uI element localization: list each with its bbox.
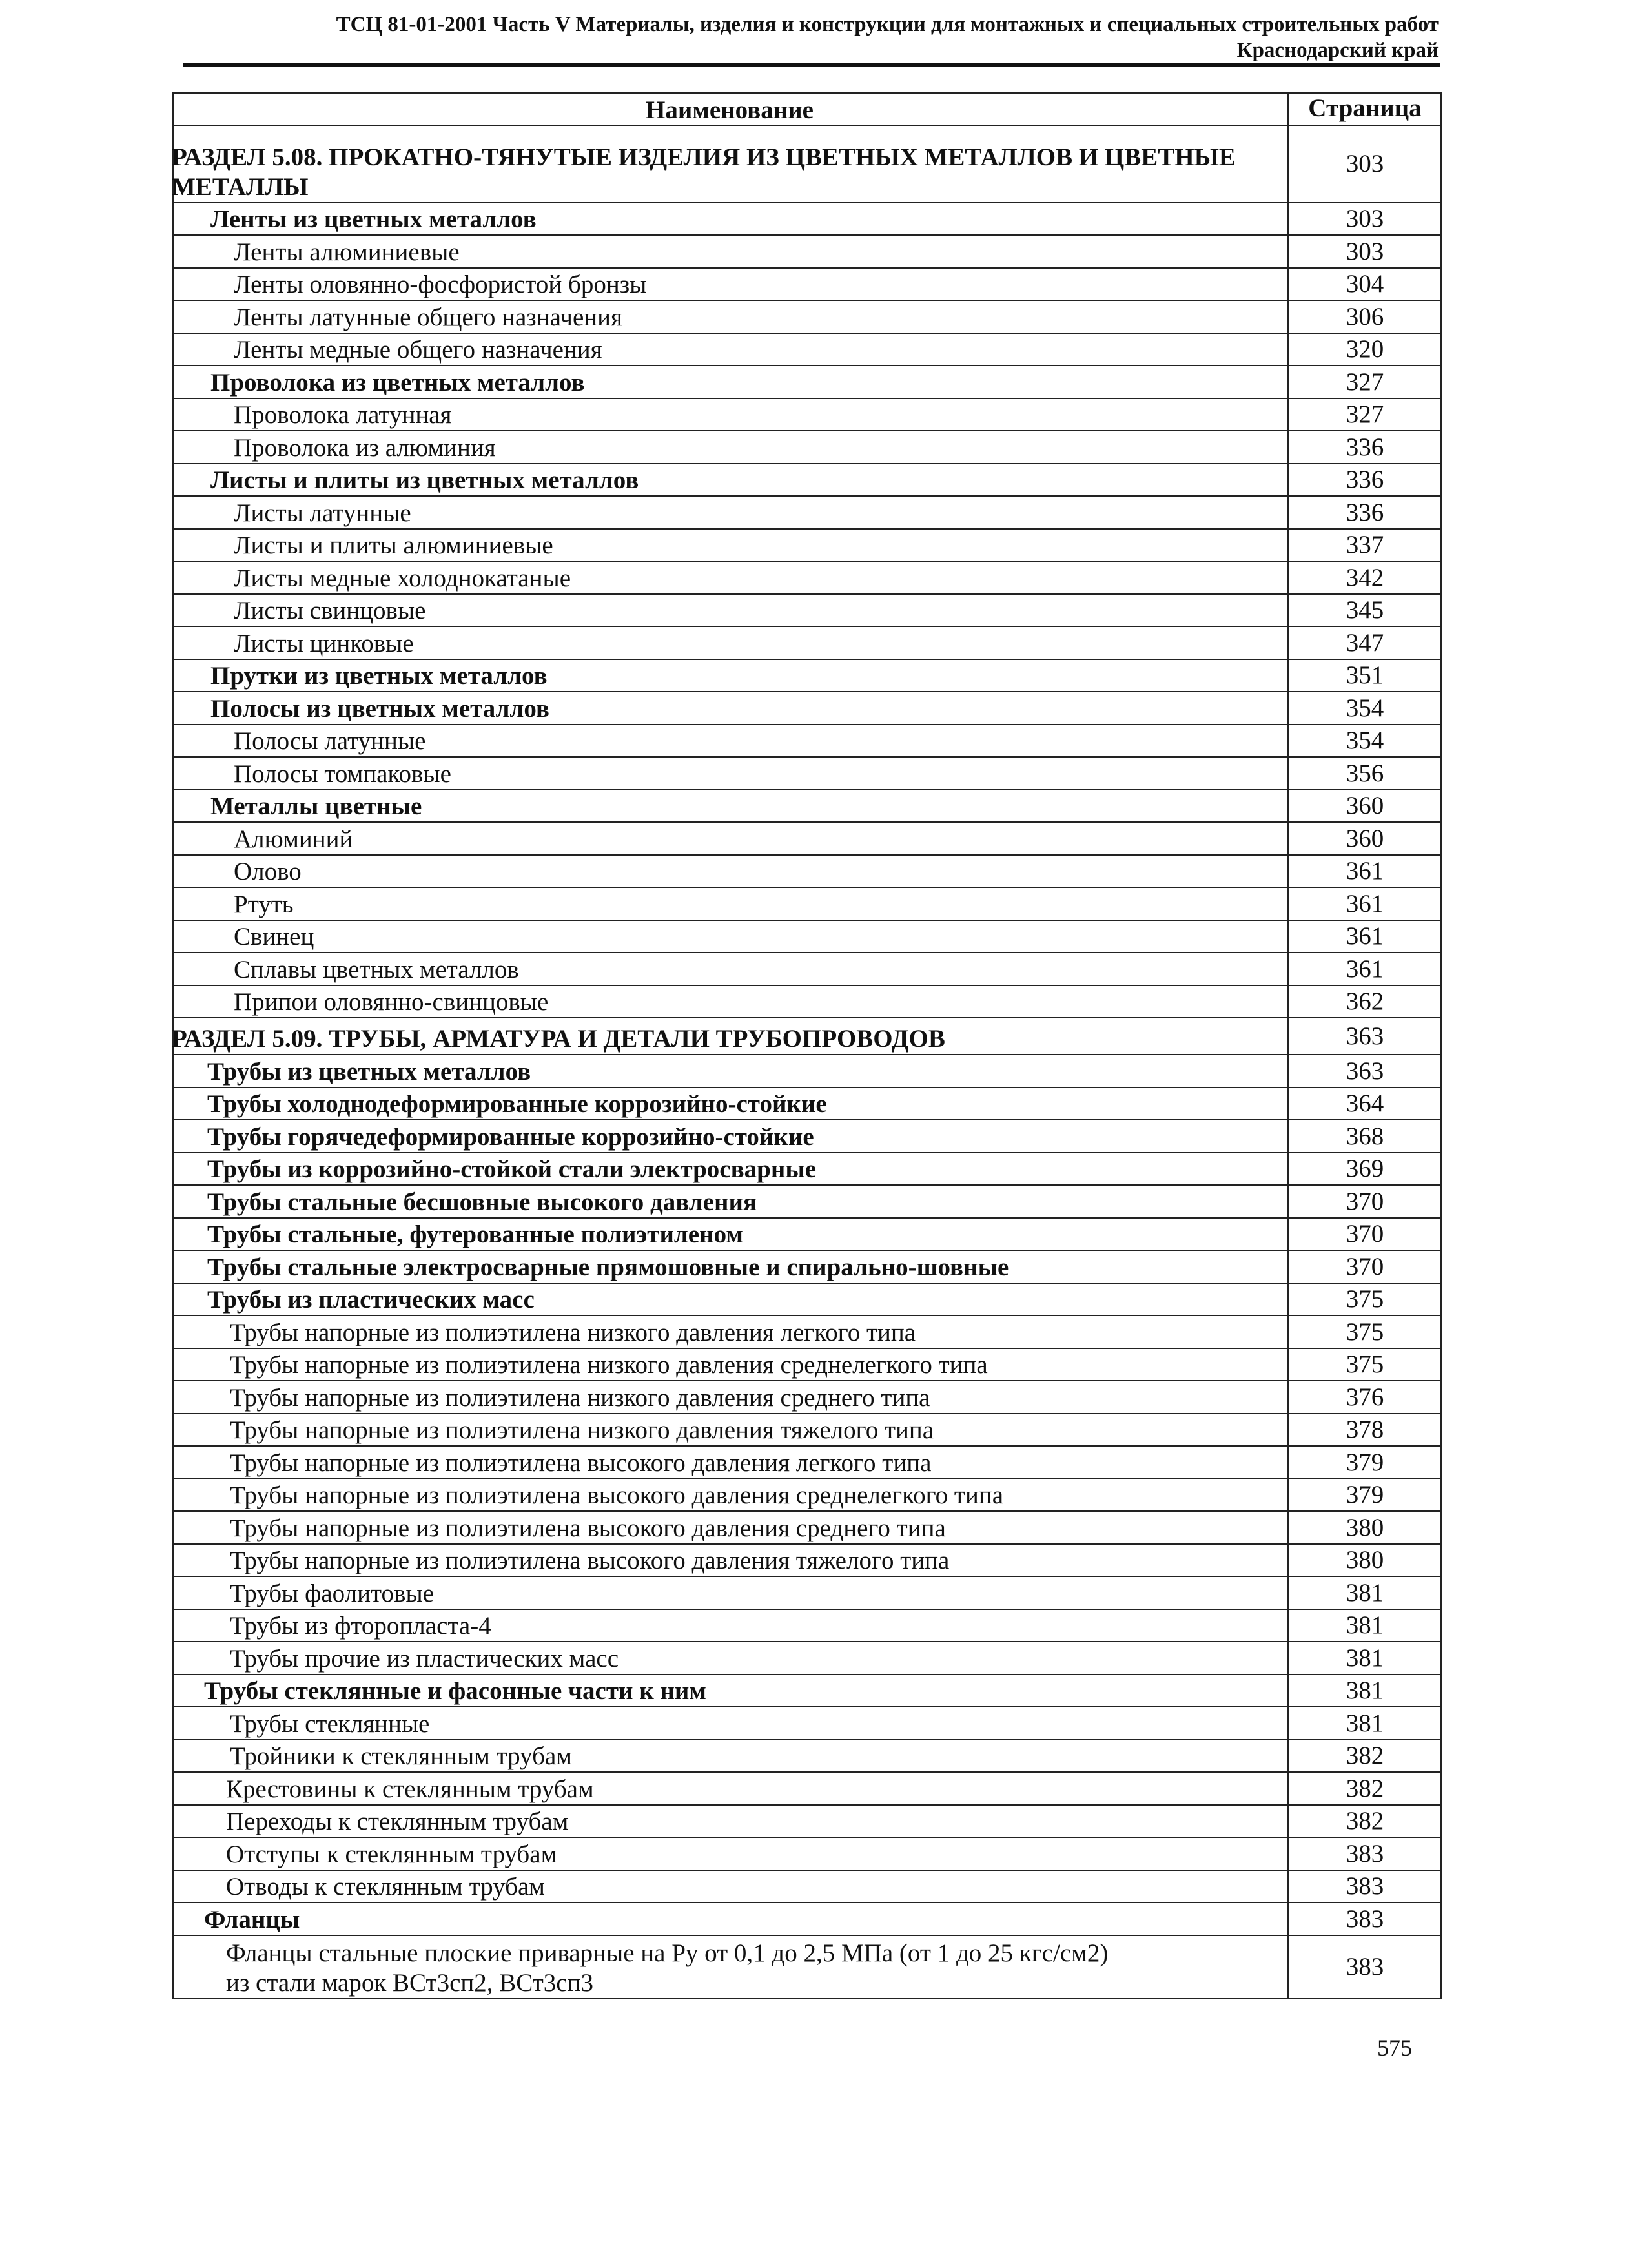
entry-title: Ленты медные общего назначения <box>172 333 1288 366</box>
group-title: Листы и плиты из цветных металлов <box>172 464 1288 497</box>
entry-row <box>172 1446 1441 1479</box>
column-header-page: Страница <box>1288 92 1441 125</box>
group-row <box>172 1120 1441 1153</box>
entry-title: Отводы к стеклянным трубам <box>172 1870 1288 1903</box>
entry-row <box>172 1642 1441 1675</box>
group-title: Трубы из коррозийно-стойкой стали электросварные <box>172 1153 1288 1186</box>
page-ref: 382 <box>1288 1772 1441 1805</box>
entry-row <box>172 1576 1441 1609</box>
entry-title: Листы медные холоднокатаные <box>172 561 1288 594</box>
entry-title: Ленты латунные общего назначения <box>172 300 1288 333</box>
table-header-row <box>172 92 1441 125</box>
entry-row <box>172 1381 1441 1414</box>
entry-row <box>172 822 1441 855</box>
group-row <box>172 1185 1441 1218</box>
entry-title: Припои оловянно-свинцовые <box>172 985 1288 1018</box>
entry-row <box>172 431 1441 464</box>
page-ref: 361 <box>1288 920 1441 953</box>
section-title: РАЗДЕЛ 5.09. ТРУБЫ, АРМАТУРА И ДЕТАЛИ ТРУБОПРОВОДОВ <box>172 1018 1288 1055</box>
page-ref: 320 <box>1288 333 1441 366</box>
entry-row <box>172 1707 1441 1740</box>
group-row <box>172 1902 1441 1935</box>
section-title: РАЗДЕЛ 5.08. ПРОКАТНО-ТЯНУТЫЕ ИЗДЕЛИЯ ИЗ ЦВЕТНЫХ МЕТАЛЛОВ И ЦВЕТНЫЕ МЕТАЛЛЫ <box>172 125 1288 203</box>
entry-row <box>172 333 1441 366</box>
entry-title: Алюминий <box>172 822 1288 855</box>
page-ref: 363 <box>1288 1055 1441 1088</box>
page-number: 575 <box>1377 2035 1412 2061</box>
entry-row <box>172 1837 1441 1870</box>
entry-title: Ленты алюминиевые <box>172 235 1288 268</box>
page-ref: 356 <box>1288 757 1441 790</box>
entry-row <box>172 1414 1441 1447</box>
page-ref: 360 <box>1288 790 1441 823</box>
page-ref: 370 <box>1288 1218 1441 1251</box>
group-title: Трубы стальные электросварные прямошовные и спирально-шовные <box>172 1250 1288 1283</box>
page-ref: 381 <box>1288 1707 1441 1740</box>
page-ref: 364 <box>1288 1088 1441 1120</box>
entry-row <box>172 1348 1441 1381</box>
group-row <box>172 1283 1441 1316</box>
entry-title: Трубы прочие из пластических масс <box>172 1642 1288 1675</box>
entry-title: Трубы стеклянные <box>172 1707 1288 1740</box>
page-ref: 370 <box>1288 1185 1441 1218</box>
group-row <box>172 1250 1441 1283</box>
group-title: Трубы из пластических масс <box>172 1283 1288 1316</box>
page-ref: 361 <box>1288 855 1441 888</box>
page-ref: 361 <box>1288 887 1441 920</box>
page-ref: 381 <box>1288 1576 1441 1609</box>
group-row <box>172 1218 1441 1251</box>
entry-row <box>172 1935 1441 1999</box>
group-row <box>172 366 1441 398</box>
page-ref: 306 <box>1288 300 1441 333</box>
group-title: Трубы стеклянные и фасонные части к ним <box>172 1675 1288 1707</box>
page-ref: 376 <box>1288 1381 1441 1414</box>
page-ref: 381 <box>1288 1642 1441 1675</box>
page-ref: 381 <box>1288 1675 1441 1707</box>
entry-title: Листы и плиты алюминиевые <box>172 529 1288 562</box>
entry-row <box>172 1805 1441 1838</box>
page-ref: 379 <box>1288 1446 1441 1479</box>
entry-title: Трубы напорные из полиэтилена низкого давления среднего типа <box>172 1381 1288 1414</box>
page-ref: 383 <box>1288 1902 1441 1935</box>
group-title: Трубы из цветных металлов <box>172 1055 1288 1088</box>
page-ref: 327 <box>1288 398 1441 431</box>
page-ref: 379 <box>1288 1479 1441 1512</box>
entry-title: Трубы напорные из полиэтилена высокого давления среднелегкого типа <box>172 1479 1288 1512</box>
group-title: Трубы стальные, футерованные полиэтиленом <box>172 1218 1288 1251</box>
page-ref: 369 <box>1288 1153 1441 1186</box>
page-ref: 342 <box>1288 561 1441 594</box>
group-row <box>172 1055 1441 1088</box>
entry-title: Сплавы цветных металлов <box>172 953 1288 985</box>
page-ref: 375 <box>1288 1283 1441 1316</box>
page-ref: 383 <box>1288 1935 1441 1999</box>
page-ref: 375 <box>1288 1348 1441 1381</box>
entry-row <box>172 1511 1441 1544</box>
entry-title: Ленты оловянно-фосфористой бронзы <box>172 268 1288 301</box>
contents-body <box>172 125 1441 1999</box>
entry-row <box>172 1609 1441 1642</box>
page-ref: 383 <box>1288 1837 1441 1870</box>
entry-title: Проволока латунная <box>172 398 1288 431</box>
entry-title: Трубы напорные из полиэтилена высокого давления тяжелого типа <box>172 1544 1288 1577</box>
page-ref: 336 <box>1288 431 1441 464</box>
entry-row <box>172 1315 1441 1348</box>
page-ref: 361 <box>1288 953 1441 985</box>
group-row <box>172 1675 1441 1707</box>
page-ref: 362 <box>1288 985 1441 1018</box>
group-row <box>172 659 1441 692</box>
group-title: Прутки из цветных металлов <box>172 659 1288 692</box>
page-ref: 380 <box>1288 1511 1441 1544</box>
entry-title: Переходы к стеклянным трубам <box>172 1805 1288 1838</box>
page-ref: 382 <box>1288 1740 1441 1773</box>
group-title: Трубы холоднодеформированные коррозийно-стойкие <box>172 1088 1288 1120</box>
page-ref: 336 <box>1288 464 1441 497</box>
entry-title: Трубы напорные из полиэтилена высокого давления среднего типа <box>172 1511 1288 1544</box>
entry-title: Отступы к стеклянным трубам <box>172 1837 1288 1870</box>
entry-title: Проволока из алюминия <box>172 431 1288 464</box>
entry-title: Фланцы стальные плоские приварные на Ру от 0,1 до 2,5 МПа (от 1 до 25 кгс/см2) <box>226 1939 1109 1967</box>
group-title: Фланцы <box>172 1902 1288 1935</box>
group-row <box>172 692 1441 725</box>
entry-title: Ртуть <box>172 887 1288 920</box>
group-title: Металлы цветные <box>172 790 1288 823</box>
entry-title: Олово <box>172 855 1288 888</box>
group-title: Полосы из цветных металлов <box>172 692 1288 725</box>
page-ref: 381 <box>1288 1609 1441 1642</box>
page-ref: 382 <box>1288 1805 1441 1838</box>
page-ref: 354 <box>1288 692 1441 725</box>
entry-row <box>172 626 1441 659</box>
entry-title: Листы цинковые <box>172 626 1288 659</box>
entry-row <box>172 496 1441 529</box>
page-ref: 351 <box>1288 659 1441 692</box>
entry-row <box>172 920 1441 953</box>
entry-title: Листы свинцовые <box>172 594 1288 627</box>
entry-title: Трубы напорные из полиэтилена высокого давления легкого типа <box>172 1446 1288 1479</box>
group-title: Проволока из цветных металлов <box>172 366 1288 398</box>
entry-title: Листы латунные <box>172 496 1288 529</box>
entry-title: Полосы томпаковые <box>172 757 1288 790</box>
header-region: Краснодарский край <box>1236 39 1439 62</box>
entry-title: Трубы фаолитовые <box>172 1576 1288 1609</box>
page-ref: 303 <box>1288 203 1441 236</box>
entry-row <box>172 529 1441 562</box>
entry-row <box>172 1870 1441 1903</box>
entry-row <box>172 1479 1441 1512</box>
page-ref: 368 <box>1288 1120 1441 1153</box>
entry-title: Тройники к стеклянным трубам <box>172 1740 1288 1773</box>
section-row <box>172 125 1441 203</box>
section-row <box>172 1018 1441 1055</box>
page-ref: 380 <box>1288 1544 1441 1577</box>
entry-title-cell <box>172 1935 1288 1999</box>
entry-row <box>172 235 1441 268</box>
group-row <box>172 203 1441 236</box>
page-ref: 354 <box>1288 725 1441 758</box>
entry-row <box>172 953 1441 985</box>
entry-title-continued: из стали марок ВСт3сп2, ВСт3сп3 <box>226 1968 593 1997</box>
group-row <box>172 464 1441 497</box>
page-ref: 337 <box>1288 529 1441 562</box>
group-row <box>172 1153 1441 1186</box>
entry-row <box>172 855 1441 888</box>
entry-title: Трубы напорные из полиэтилена низкого давления тяжелого типа <box>172 1414 1288 1447</box>
page-ref: 375 <box>1288 1315 1441 1348</box>
page-ref: 327 <box>1288 366 1441 398</box>
entry-row <box>172 1740 1441 1773</box>
entry-row <box>172 300 1441 333</box>
column-header-name: Наименование <box>172 92 1288 125</box>
entry-row <box>172 398 1441 431</box>
entry-row <box>172 1544 1441 1577</box>
entry-title: Свинец <box>172 920 1288 953</box>
page-ref: 345 <box>1288 594 1441 627</box>
entry-row <box>172 594 1441 627</box>
page-ref: 363 <box>1288 1018 1441 1055</box>
entry-row <box>172 268 1441 301</box>
entry-row <box>172 757 1441 790</box>
group-row <box>172 1088 1441 1120</box>
entry-row <box>172 887 1441 920</box>
header-title: ТСЦ 81-01-2001 Часть V Материалы, изделия и конструкции для монтажных и специальных строительных работ <box>336 13 1439 36</box>
page-ref: 303 <box>1288 125 1441 203</box>
entry-title: Крестовины к стеклянным трубам <box>172 1772 1288 1805</box>
page-ref: 303 <box>1288 235 1441 268</box>
entry-row <box>172 561 1441 594</box>
group-title: Трубы стальные бесшовные высокого давления <box>172 1185 1288 1218</box>
group-title: Трубы горячедеформированные коррозийно-стойкие <box>172 1120 1288 1153</box>
page-ref: 336 <box>1288 496 1441 529</box>
entry-title: Трубы из фторопласта-4 <box>172 1609 1288 1642</box>
page-ref: 383 <box>1288 1870 1441 1903</box>
entry-title: Трубы напорные из полиэтилена низкого давления легкого типа <box>172 1315 1288 1348</box>
contents-table <box>172 92 1441 1999</box>
group-title: Ленты из цветных металлов <box>172 203 1288 236</box>
entry-row <box>172 1772 1441 1805</box>
group-row <box>172 790 1441 823</box>
entry-row <box>172 725 1441 758</box>
page-ref: 304 <box>1288 268 1441 301</box>
entry-title: Трубы напорные из полиэтилена низкого давления среднелегкого типа <box>172 1348 1288 1381</box>
page-ref: 360 <box>1288 822 1441 855</box>
header-divider <box>183 63 1440 67</box>
page-ref: 347 <box>1288 626 1441 659</box>
page-ref: 378 <box>1288 1414 1441 1447</box>
entry-title: Полосы латунные <box>172 725 1288 758</box>
entry-row <box>172 985 1441 1018</box>
page-ref: 370 <box>1288 1250 1441 1283</box>
